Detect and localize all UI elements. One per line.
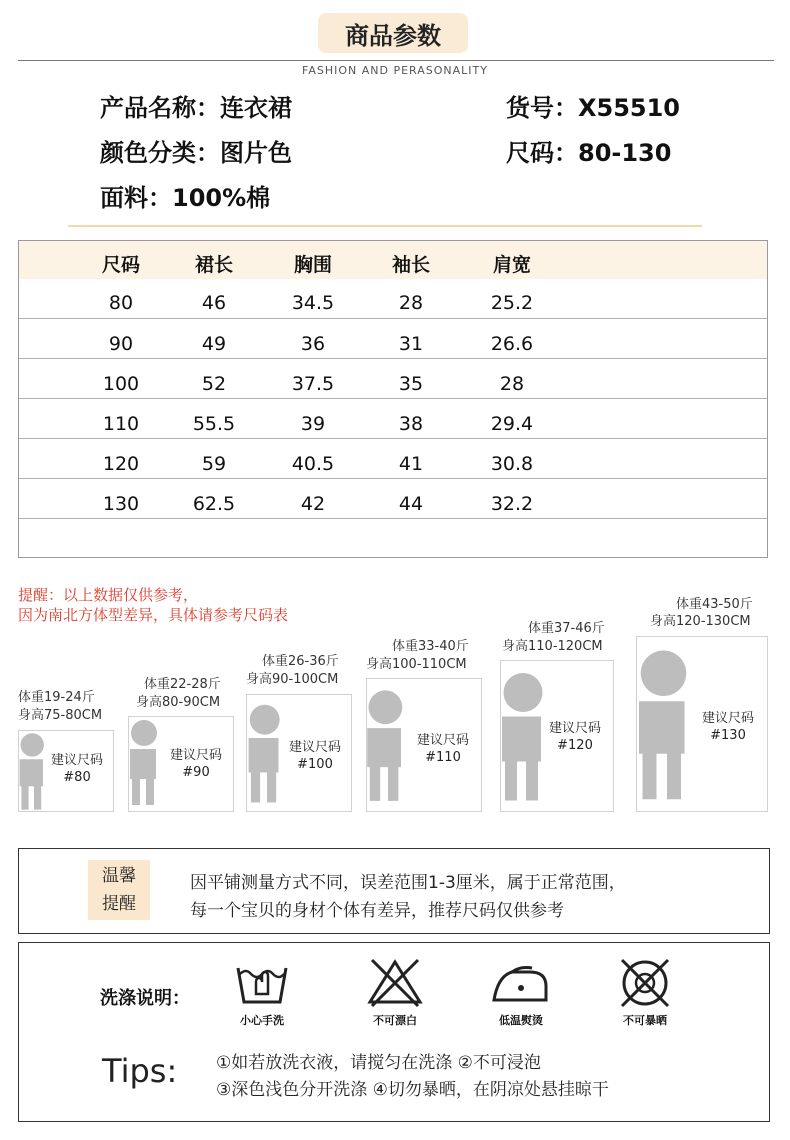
table-cell: 62.5 <box>192 493 236 515</box>
table-cell: 120 <box>102 453 140 475</box>
size-table <box>18 240 768 558</box>
product-size: 尺码：80-130 <box>506 139 672 167</box>
warm-reminder-tag <box>88 860 150 920</box>
no-bleach-icon <box>366 956 424 1008</box>
kid-height: 身高75-80CM <box>18 708 103 723</box>
table-cell: 59 <box>201 453 227 475</box>
row-divider <box>19 518 767 519</box>
no-bleach-label: 不可漂白 <box>373 1014 417 1027</box>
kid-weight: 体重19-24斤 <box>18 690 95 705</box>
no-sun-icon <box>618 956 672 1010</box>
warm-reminder-line-2: 每一个宝贝的身材个体有差异，推荐尺码仅供参考 <box>190 901 564 921</box>
row-divider <box>19 398 767 399</box>
row-divider <box>19 478 767 479</box>
kid-size: #110 <box>425 750 461 765</box>
no-sun-label: 不可暴晒 <box>623 1014 667 1027</box>
kid-height: 身高120-130CM <box>650 614 751 629</box>
product-item-no: 货号：X55510 <box>506 94 680 122</box>
header-length: 裙长 <box>194 254 233 276</box>
hand-wash-icon <box>234 958 290 1008</box>
header-size: 尺码 <box>101 254 140 276</box>
table-cell: 25.2 <box>490 292 534 314</box>
table-cell: 39 <box>300 413 326 435</box>
kid-rec-label: 建议尺码 <box>50 753 103 768</box>
table-cell: 36 <box>300 333 326 355</box>
header-shoulder: 肩宽 <box>492 254 531 276</box>
table-cell: 90 <box>108 333 134 355</box>
kid-size: #120 <box>557 738 593 753</box>
table-cell: 52 <box>201 373 227 395</box>
row-divider <box>19 438 767 439</box>
table-cell: 42 <box>300 493 326 515</box>
product-color: 颜色分类：图片色 <box>100 139 292 167</box>
row-divider <box>19 318 767 319</box>
header-sleeve: 袖长 <box>391 254 430 276</box>
page-title: 商品参数 <box>318 13 468 53</box>
kid-weight: 体重37-46斤 <box>528 621 605 636</box>
kid-rec-label: 建议尺码 <box>288 740 341 755</box>
product-fabric: 面料：100%棉 <box>100 184 271 212</box>
table-cell: 31 <box>398 333 424 355</box>
kid-size: #80 <box>63 770 91 785</box>
table-cell: 30.8 <box>490 453 534 475</box>
kid-rec-label: 建议尺码 <box>701 711 754 726</box>
low-iron-icon <box>490 962 552 1006</box>
table-cell: 26.6 <box>490 333 534 355</box>
table-cell: 38 <box>398 413 424 435</box>
hand-wash-label: 小心手洗 <box>240 1014 284 1027</box>
info-divider <box>68 225 702 227</box>
kid-height: 身高80-90CM <box>136 695 221 710</box>
table-cell: 37.5 <box>291 373 335 395</box>
low-iron-label: 低温熨烫 <box>499 1014 543 1027</box>
row-divider <box>19 358 767 359</box>
warm-tag-line-2: 提醒 <box>102 894 136 914</box>
washing-title: 洗涤说明： <box>100 988 190 1009</box>
table-cell: 29.4 <box>490 413 534 435</box>
table-cell: 44 <box>398 493 424 515</box>
product-name: 产品名称：连衣裙 <box>100 94 292 122</box>
child-silhouette-icon <box>126 714 166 810</box>
kid-size: #90 <box>182 765 210 780</box>
table-cell: 35 <box>398 373 424 395</box>
kid-size: #130 <box>710 728 746 743</box>
tip-line-1: ①如若放洗衣液，请搅匀在洗涤 ②不可浸泡 <box>216 1053 541 1073</box>
table-cell: 110 <box>102 413 140 435</box>
table-cell: 55.5 <box>192 413 236 435</box>
table-cell: 28 <box>398 292 424 314</box>
title-divider <box>18 60 774 61</box>
kid-height: 身高100-110CM <box>366 657 467 672</box>
table-cell: 28 <box>499 373 525 395</box>
notice-line-2: 因为南北方体型差异，具体请参考尺码表 <box>18 606 289 624</box>
kid-rec-label: 建议尺码 <box>416 733 469 748</box>
warm-tag-line-1: 温馨 <box>102 866 136 886</box>
child-silhouette-icon <box>362 678 414 812</box>
kid-rec-label: 建议尺码 <box>169 748 222 763</box>
kid-weight: 体重33-40斤 <box>392 639 469 654</box>
table-cell: 34.5 <box>291 292 335 314</box>
table-cell: 130 <box>102 493 140 515</box>
table-cell: 46 <box>201 292 227 314</box>
table-cell: 41 <box>398 453 424 475</box>
kid-weight: 体重26-36斤 <box>262 654 339 669</box>
kid-weight: 体重43-50斤 <box>676 597 753 612</box>
kid-rec-label: 建议尺码 <box>548 721 601 736</box>
notice-line-1: 提醒：以上数据仅供参考， <box>18 586 199 604</box>
table-cell: 40.5 <box>291 453 335 475</box>
kid-size: #100 <box>297 757 333 772</box>
table-cell: 49 <box>201 333 227 355</box>
table-cell: 32.2 <box>490 493 534 515</box>
page-subtitle: FASHION AND PERASONALITY <box>302 64 488 77</box>
header-chest: 胸围 <box>293 254 332 276</box>
kid-height: 身高110-120CM <box>502 639 603 654</box>
table-cell: 80 <box>108 292 134 314</box>
kid-weight: 体重22-28斤 <box>144 677 221 692</box>
tips-label: Tips: <box>102 1052 178 1090</box>
tip-line-2: ③深色浅色分开洗涤 ④切勿暴晒，在阴凉处悬挂晾干 <box>216 1080 609 1100</box>
kid-height: 身高90-100CM <box>246 672 339 687</box>
warm-reminder-line-1: 因平铺测量方式不同，误差范围1-3厘米，属于正常范围， <box>190 873 626 893</box>
table-cell: 100 <box>102 373 140 395</box>
size-table-header <box>19 241 767 279</box>
